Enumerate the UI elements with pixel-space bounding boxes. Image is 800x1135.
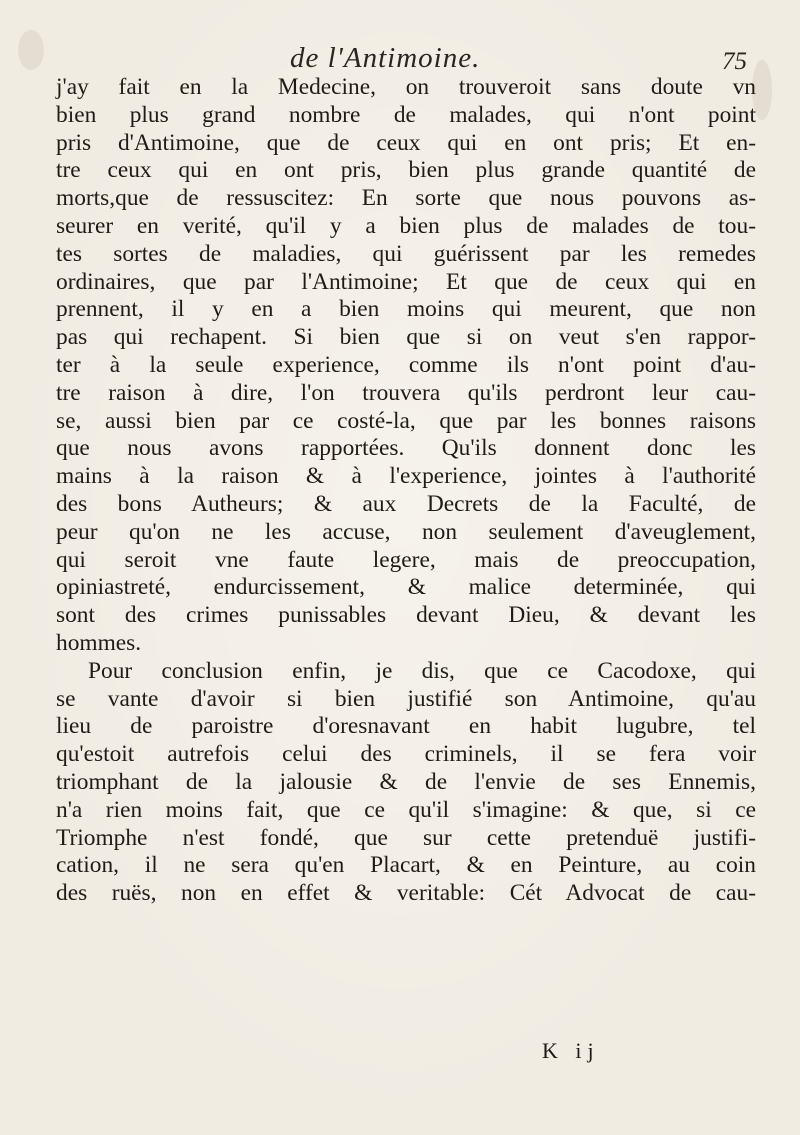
text-line: qu'estoit autrefois celui des criminels, il se fera voir: [56, 741, 756, 768]
text-line: morts,que de ressuscitez: En sorte que nous pouvons as-: [56, 185, 756, 212]
running-title: de l'Antimoine.: [290, 42, 481, 74]
text-line: sont des crimes punissables devant Dieu, & devant les: [56, 602, 756, 629]
text-line: ter à la seule experience, comme ils n'ont point d'au-: [56, 351, 756, 378]
text-line: qui seroit vne faute legere, mais de preoccupation,: [56, 546, 756, 573]
text-line: pas qui rechapent. Si bien que si on veut s'en rappor-: [56, 324, 756, 351]
text-line: que nous avons rapportées. Qu'ils donnent donc les: [56, 435, 756, 462]
paragraph-end-line: hommes.: [56, 629, 142, 656]
text-line: bien plus grand nombre de malades, qui n'ont point: [56, 101, 756, 128]
text-line: triomphant de la jalousie & de l'envie de ses Ennemis,: [56, 768, 756, 795]
text-line: se vante d'avoir si bien justifié son Antimoine, qu'au: [56, 685, 756, 712]
text-line: Triomphe n'est fondé, que sur cette pretenduë justifi-: [56, 824, 756, 851]
text-line: prennent, il y en a bien moins qui meurent, que non: [56, 296, 756, 323]
text-line: se, aussi bien par ce costé-la, que par les bonnes raisons: [56, 407, 756, 434]
paragraph-start-line: Pour conclusion enfin, je dis, que ce Cacodoxe, qui: [88, 657, 756, 684]
signature-mark: K ij: [542, 1038, 600, 1063]
body-text: [56, 74, 756, 908]
text-line: peur qu'on ne les accuse, non seulement d'aveuglement,: [56, 518, 756, 545]
text-line: tre ceux qui en ont pris, bien plus grande quantité de: [56, 157, 756, 184]
text-line: opiniastreté, endurcissement, & malice determinée, qui: [56, 574, 756, 601]
text-line: des ruës, non en effet & veritable: Cét Advocat de cau-: [56, 880, 756, 907]
text-line: ordinaires, que par l'Antimoine; Et que de ceux qui en: [56, 268, 756, 295]
text-line: tes sortes de maladies, qui guérissent par les remedes: [56, 240, 756, 267]
text-line: des bons Autheurs; & aux Decrets de la Faculté, de: [56, 490, 756, 517]
text-line: cation, il ne sera qu'en Placart, & en Peinture, au coin: [56, 852, 756, 879]
text-line: pris d'Antimoine, que de ceux qui en ont pris; Et en-: [56, 129, 756, 156]
text-line: seurer en verité, qu'il y a bien plus de malades de tou-: [56, 212, 756, 239]
page-number: 75: [722, 48, 747, 75]
text-line: j'ay fait en la Medecine, on trouveroit sans doute vn: [56, 74, 756, 100]
text-line: n'a rien moins fait, que ce qu'il s'imagine: & que, si ce: [56, 796, 756, 823]
text-line: tre raison à dire, l'on trouvera qu'ils perdront leur cau-: [56, 379, 756, 406]
text-line: lieu de paroistre d'oresnavant en habit lugubre, tel: [56, 713, 756, 740]
text-line: mains à la raison & à l'experience, jointes à l'authorité: [56, 463, 756, 490]
